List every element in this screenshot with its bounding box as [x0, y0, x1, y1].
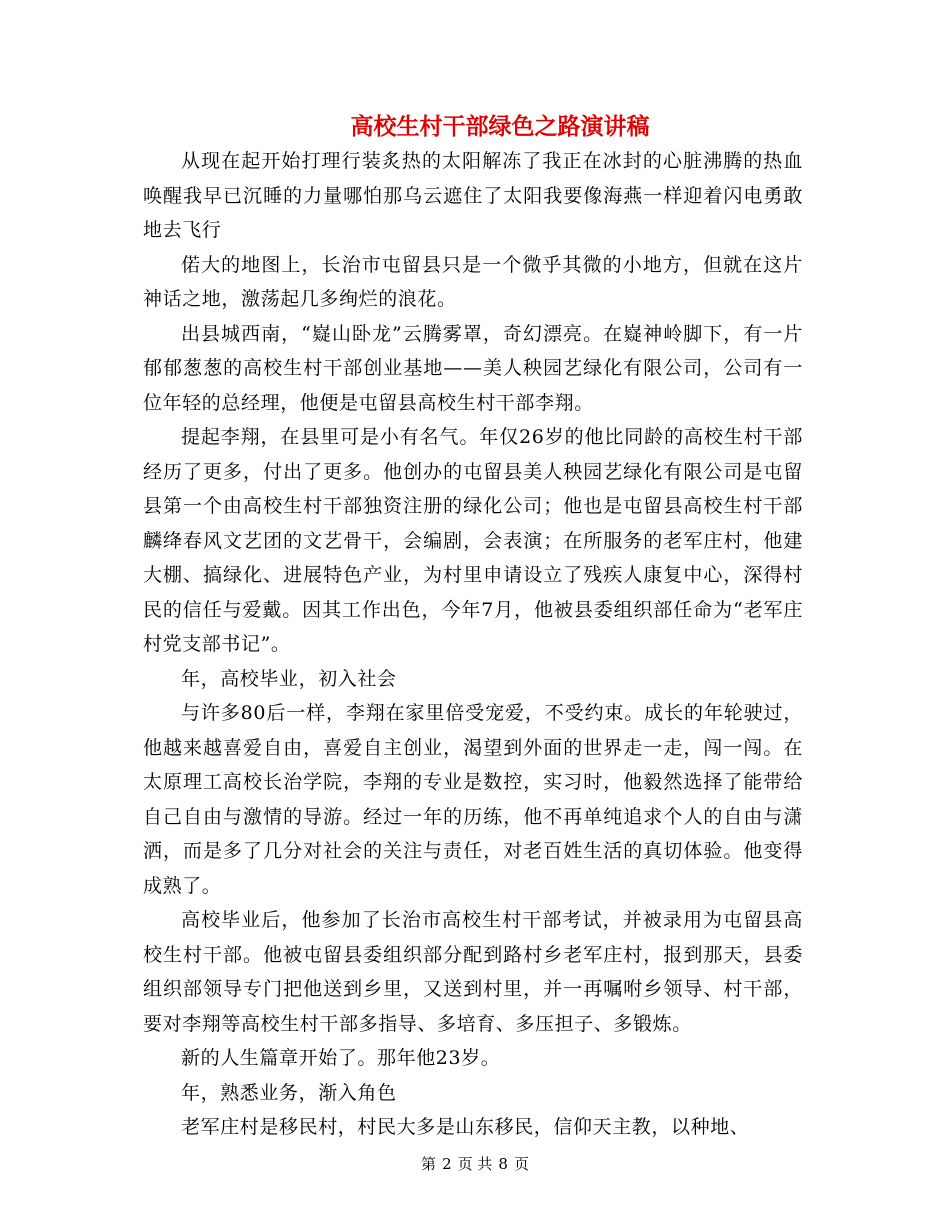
paragraph-8: 老军庄村是移民村，村民大多是山东移民，信仰天主教，以种地、 [181, 1116, 750, 1138]
page-number: 2 [442, 1155, 452, 1173]
footer-middle: 页 共 [457, 1155, 493, 1173]
footer-suffix: 页 [513, 1155, 529, 1173]
section-heading-1: 年，高校毕业，初入社会 [181, 667, 397, 690]
paragraph-5: 与许多80后一样，李翔在家里倍受宠爱，不受约束。成长的年轮驶过，他越来越喜爱自由，喜爱自主创业，渴望到外面的世界走一走，闯一闯。在太原理工高校长治学院，李翔的专业是数控，实习时，他毅然选择了能带给自己自由与激情的导游。经过一年的历练，他不再单纯追求个人的自由与潇洒，而是多了几分对社会的关注与责任，对老百姓生活的真切体验。他变得成熟了。 [143, 702, 803, 897]
paragraph-6: 高校毕业后，他参加了长治市高校生村干部考试，并被录用为屯留县高校生村干部。他被屯留县委组织部分配到路村乡老军庄村，报到那天，县委组织部领导专门把他送到乡里，又送到村里，并一再嘱咐乡领导、村干部，要对李翔等高校生村干部多指导、多培育、多压担子、多锻炼。 [143, 909, 803, 1035]
footer-prefix: 第 [421, 1155, 437, 1173]
paragraph-3: 出县城西南，“嶷山卧龙”云腾雾罩，奇幻漂亮。在嶷神岭脚下，有一片郁郁葱葱的高校生村干部创业基地——美人秧园艺绿化有限公司，公司有一位年轻的总经理，他便是屯留县高校生村干部李翔。 [143, 322, 803, 414]
page-total: 8 [498, 1155, 508, 1173]
page-footer [0, 1154, 950, 1174]
paragraph-1: 从现在起开始打理行装炙热的太阳解冻了我正在冰封的心脏沸腾的热血唤醒我早已沉睡的力量哪怕那乌云遮住了太阳我要像海燕一样迎着闪电勇敢地去飞行 [143, 150, 803, 241]
paragraph-2: 偌大的地图上，长治市屯留县只是一个微乎其微的小地方，但就在这片神话之地，激荡起几多绚烂的浪花。 [143, 253, 803, 310]
document-title: 高校生村干部绿色之路演讲稿 [350, 113, 650, 140]
section-heading-2: 年，熟悉业务，渐入角色 [181, 1081, 397, 1104]
paragraph-7: 新的人生篇章开始了。那年他23岁。 [181, 1047, 501, 1069]
paragraph-4: 提起李翔，在县里可是小有名气。年仅26岁的他比同龄的高校生村干部经历了更多，付出了更多。他创办的屯留县美人秧园艺绿化有限公司是屯留县第一个由高校生村干部独资注册的绿化公司；他也是屯留县高校生村干部麟绛春风文艺团的文艺骨干，会编剧，会表演；在所服务的老军庄村，他建大棚、搞绿化、进展特色产业，为村里申请设立了残疾人康复中心，深得村民的信任与爱戴。因其工作出色，今年7月，他被县委组织部任命为“老军庄村党支部书记”。 [143, 426, 803, 655]
document-body [143, 144, 803, 1145]
